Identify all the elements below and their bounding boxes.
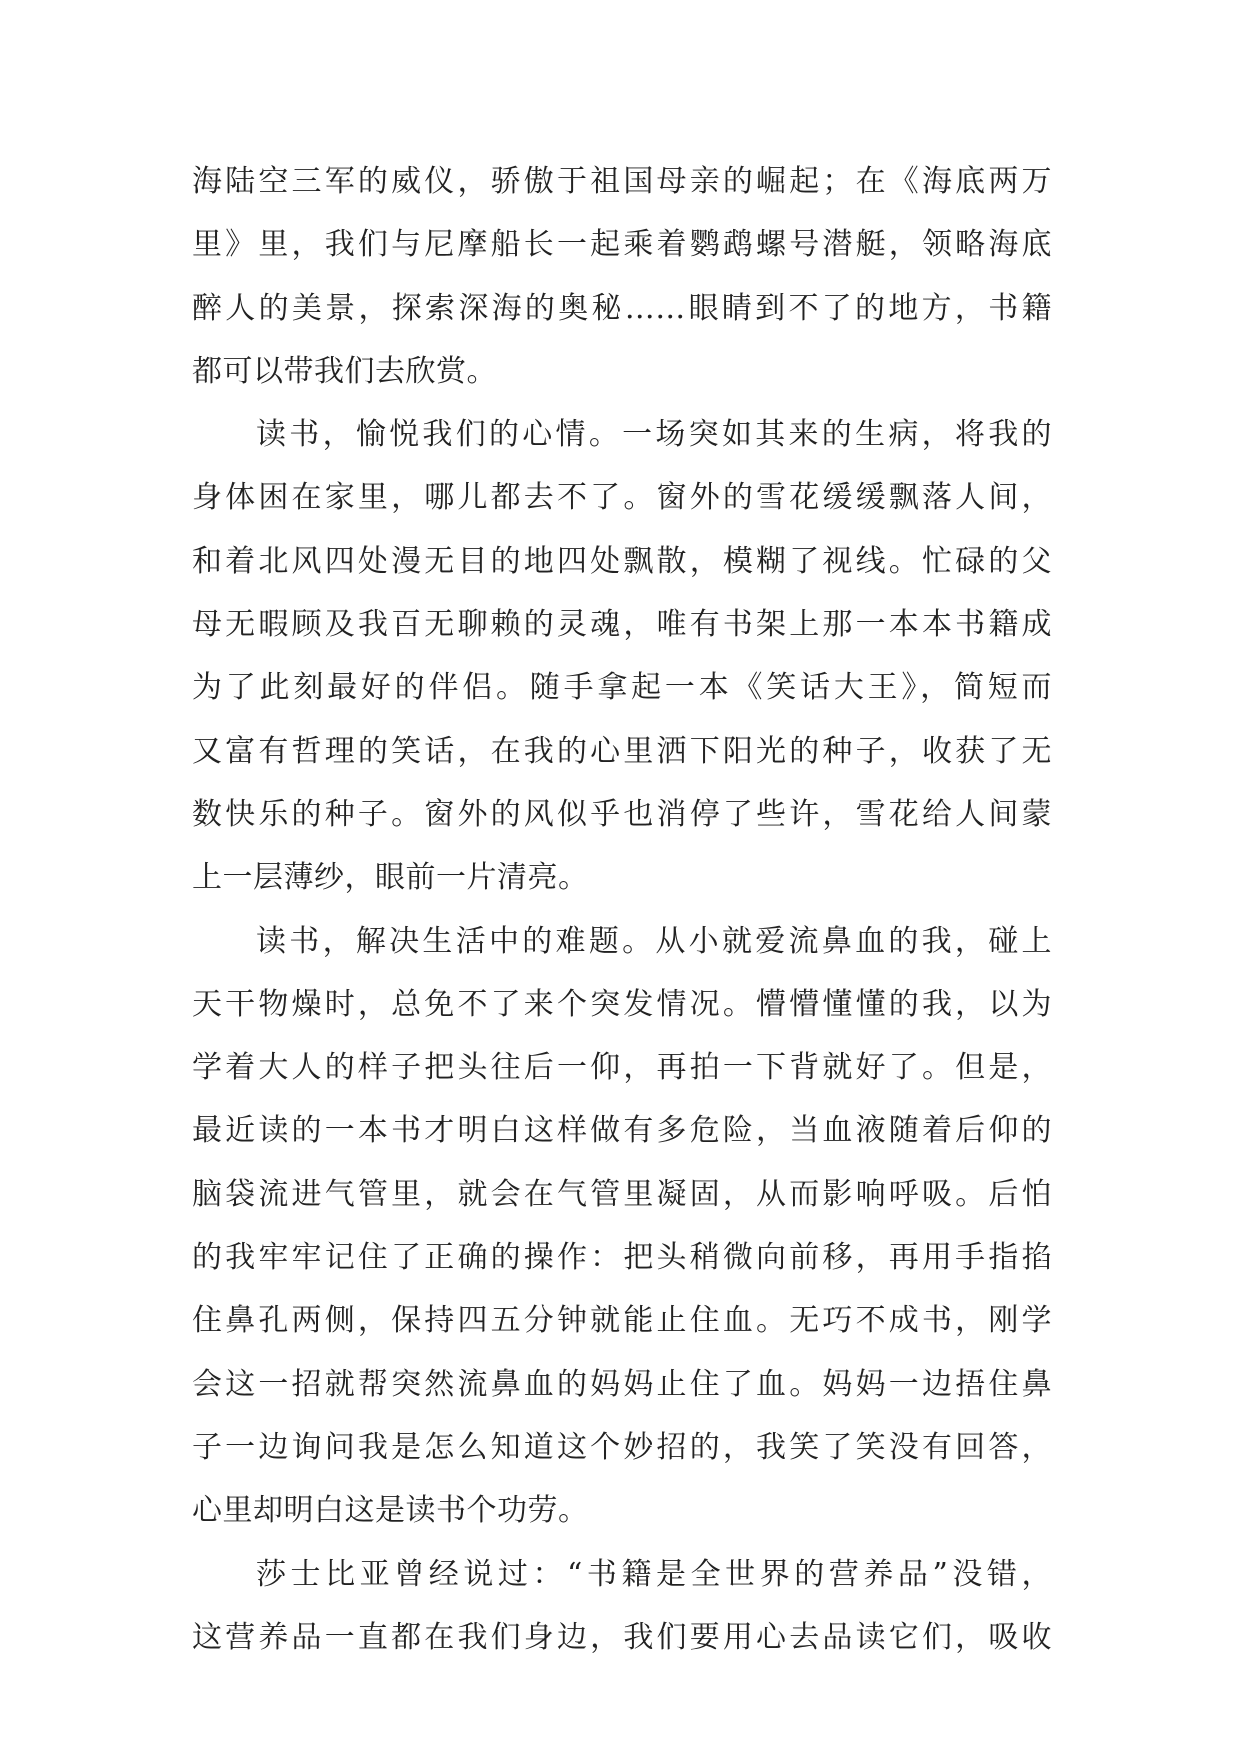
text-line: 海陆空三军的威仪，骄傲于祖国母亲的崛起；在《海底两万 — [192, 164, 1052, 199]
paragraph — [192, 403, 1052, 909]
paragraph — [192, 910, 1052, 1543]
text-line: 读书，愉悦我们的心情。一场突如其来的生病，将我的 — [256, 417, 1052, 453]
paragraph — [192, 150, 1052, 403]
text-line: 数快乐的种子。窗外的风似乎也消停了些许，雪花给人间蒙 — [192, 796, 1052, 832]
text-line: 子一边询问我是怎么知道这个妙招的，我笑了笑没有回答， — [192, 1429, 1052, 1465]
text-line: 醉人的美景，探索深海的奥秘……眼睛到不了的地方，书籍 — [192, 290, 1052, 326]
text-line: 莎士比亚曾经说过：“书籍是全世界的营养品”没错， — [256, 1556, 1052, 1592]
text-line: 这营养品一直都在我们身边，我们要用心去品读它们，吸收 — [192, 1619, 1052, 1655]
text-line: 和着北风四处漫无目的地四处飘散，模糊了视线。忙碌的父 — [192, 543, 1052, 579]
text-line: 又富有哲理的笑话，在我的心里洒下阳光的种子，收获了无 — [192, 733, 1052, 769]
text-line: 母无暇顾及我百无聊赖的灵魂，唯有书架上那一本本书籍成 — [192, 607, 1052, 643]
text-line: 学着大人的样子把头往后一仰，再拍一下背就好了。但是， — [192, 1050, 1052, 1086]
text-line: 都可以带我们去欣赏。 — [192, 353, 497, 389]
text-line: 读书，解决生活中的难题。从小就爱流鼻血的我，碰上 — [256, 923, 1052, 959]
text-line: 住鼻孔两侧，保持四五分钟就能止住血。无巧不成书，刚学 — [192, 1303, 1052, 1339]
paragraph — [192, 1543, 1052, 1670]
text-line: 上一层薄纱，眼前一片清亮。 — [192, 860, 589, 896]
text-line: 里》里，我们与尼摩船长一起乘着鹦鹉螺号潜艇，领略海底 — [192, 227, 1052, 263]
text-line: 脑袋流进气管里，就会在气管里凝固，从而影响呼吸。后怕 — [192, 1176, 1052, 1212]
text-line: 身体困在家里，哪儿都去不了。窗外的雪花缓缓飘落人间， — [192, 480, 1052, 516]
text-line: 心里却明白这是读书个功劳。 — [192, 1493, 589, 1529]
text-line: 会这一招就帮突然流鼻血的妈妈止住了血。妈妈一边捂住鼻 — [192, 1366, 1052, 1402]
article-body — [192, 150, 1052, 1669]
text-line: 为了此刻最好的伴侣。随手拿起一本《笑话大王》，简短而 — [192, 670, 1052, 706]
text-line: 最近读的一本书才明白这样做有多危险，当血液随着后仰的 — [192, 1113, 1052, 1149]
text-line: 的我牢牢记住了正确的操作：把头稍微向前移，再用手指掐 — [192, 1240, 1052, 1276]
text-line: 天干物燥时，总免不了来个突发情况。懵懵懂懂的我，以为 — [192, 986, 1052, 1022]
